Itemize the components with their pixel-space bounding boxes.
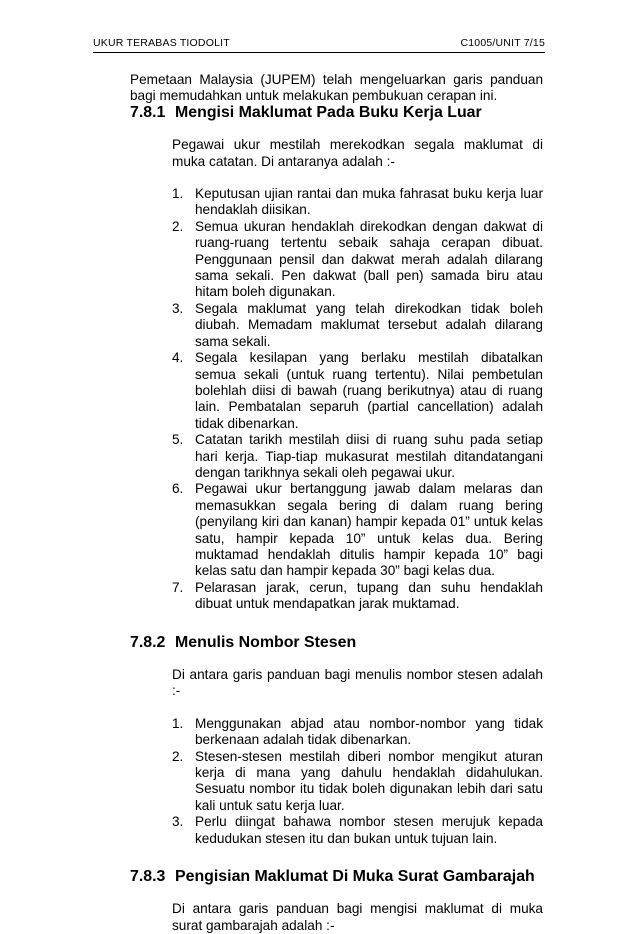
list-item-number: 7. <box>172 579 184 595</box>
section-lead-block <box>130 901 543 934</box>
list-item-text: Keputusan ujian rantai dan muka fahrasat buku kerja luar hendaklah diisikan. <box>195 186 543 218</box>
list-item-text: Semua ukuran hendaklah direkodkan dengan dakwat di ruang-ruang tertentu sebaik sahaja cerapan dibuat. Penggunaan pensil dan dakwat merah adalah dilarang sama sekali. Pen dakwat (ball pen) samada biru atau hitam boleh digunakan. <box>195 218 543 300</box>
list-item <box>172 350 543 432</box>
section-heading-7-8-2 <box>130 635 543 651</box>
list-item-number: 2. <box>172 218 184 234</box>
section-lead: Di antara garis panduan bagi menulis nombor stesen adalah :- <box>172 667 543 699</box>
list-item-number: 3. <box>172 300 184 316</box>
list-item-number: 4. <box>172 350 184 366</box>
list-item-number: 1. <box>172 186 184 202</box>
section-title: Mengisi Maklumat Pada Buku Kerja Luar <box>175 103 482 121</box>
section-lead: Pegawai ukur mestilah merekodkan segala maklumat di muka catatan. Di antaranya adalah :- <box>172 137 543 169</box>
section-number: 7.8.1 <box>130 103 166 121</box>
list-item-text: Menggunakan abjad atau nombor-nombor yang tidak berkenaan adalah tidak dibenarkan. <box>195 715 543 748</box>
list-item <box>172 814 543 847</box>
list-item <box>172 749 543 815</box>
list-item-text: Pelarasan jarak, cerun, tupang dan suhu hendaklah dibuat untuk mendapatkan jarak muktamad. <box>195 579 543 612</box>
list-item <box>172 186 543 219</box>
guideline-list-7-8-2 <box>130 716 543 847</box>
list-item <box>172 580 543 613</box>
section-lead-block <box>130 137 543 170</box>
list-item-number: 2. <box>172 748 184 764</box>
list-item <box>172 219 543 301</box>
list-item <box>172 301 543 350</box>
list-item-number: 6. <box>172 481 184 497</box>
list-item-text: Segala maklumat yang telah direkodkan tidak boleh diubah. Memadam maklumat tersebut adalah dilarang sama sekali. <box>195 300 543 349</box>
list-item-number: 5. <box>172 432 184 448</box>
list-item-text: Pegawai ukur bertanggung jawab dalam melaras dan memasukkan segala bering di dalam ruang bering (penyilang kiri dan kanan) hampir kepada 01” untuk kelas satu, hampir kepada 10” untuk kelas dua. Bering muktamad hendaklah ditulis hampir kepada 10” bagi kelas satu dan hampir kepada 30” bagi kelas dua. <box>195 481 543 579</box>
header-unit-page: C1005/UNIT 7/15 <box>460 37 545 49</box>
intro-paragraph: Pemetaan Malaysia (JUPEM) telah mengeluarkan garis panduan bagi memudahkan untuk melakukan pembukuan cerapan ini. <box>130 72 543 104</box>
list-item <box>172 481 543 579</box>
list-item-text: Catatan tarikh mestilah diisi di ruang suhu pada setiap hari kerja. Tiap-tiap mukasurat mestilah ditandatangani dengan tarikhnya sekali oleh pegawai ukur. <box>195 432 543 480</box>
section-lead-block <box>130 667 543 700</box>
guideline-list-7-8-1 <box>130 186 543 613</box>
list-item <box>172 716 543 749</box>
section-title: Pengisian Maklumat Di Muka Surat Gambarajah <box>175 868 535 886</box>
list-item-number: 3. <box>172 814 184 830</box>
list-item-text: Perlu diingat bahawa nombor stesen merujuk kepada kedudukan stesen itu dan bukan untuk tujuan lain. <box>195 814 543 846</box>
header-divider <box>93 52 545 53</box>
list-item-number: 1. <box>172 715 184 731</box>
section-number: 7.8.2 <box>130 633 166 651</box>
page-body <box>130 72 543 934</box>
section-heading-7-8-3 <box>130 869 543 885</box>
section-title: Menulis Nombor Stesen <box>175 633 357 651</box>
header-course-title: UKUR TERABAS TIODOLIT <box>93 37 230 49</box>
section-heading-7-8-1 <box>130 105 543 121</box>
section-number: 7.8.3 <box>130 868 166 886</box>
section-lead: Di antara garis panduan bagi mengisi maklumat di muka surat gambarajah adalah :- <box>172 901 543 933</box>
list-item <box>172 432 543 481</box>
list-item-text: Segala kesilapan yang berlaku mestilah dibatalkan semua sekali (untuk ruang tertentu). Nilai pembetulan bolehlah diisi di bawah (ruang berikutnya) atau di ruang lain. Pembatalan separuh (partial cancellation) adalah tidak dibenarkan. <box>195 350 543 431</box>
list-item-text: Stesen-stesen mestilah diberi nombor mengikut aturan kerja di mana yang dahulu hendaklah didahulukan. Sesuatu nombor itu tidak boleh digunakan lebih dari satu kali untuk satu kerja luar. <box>195 748 543 813</box>
